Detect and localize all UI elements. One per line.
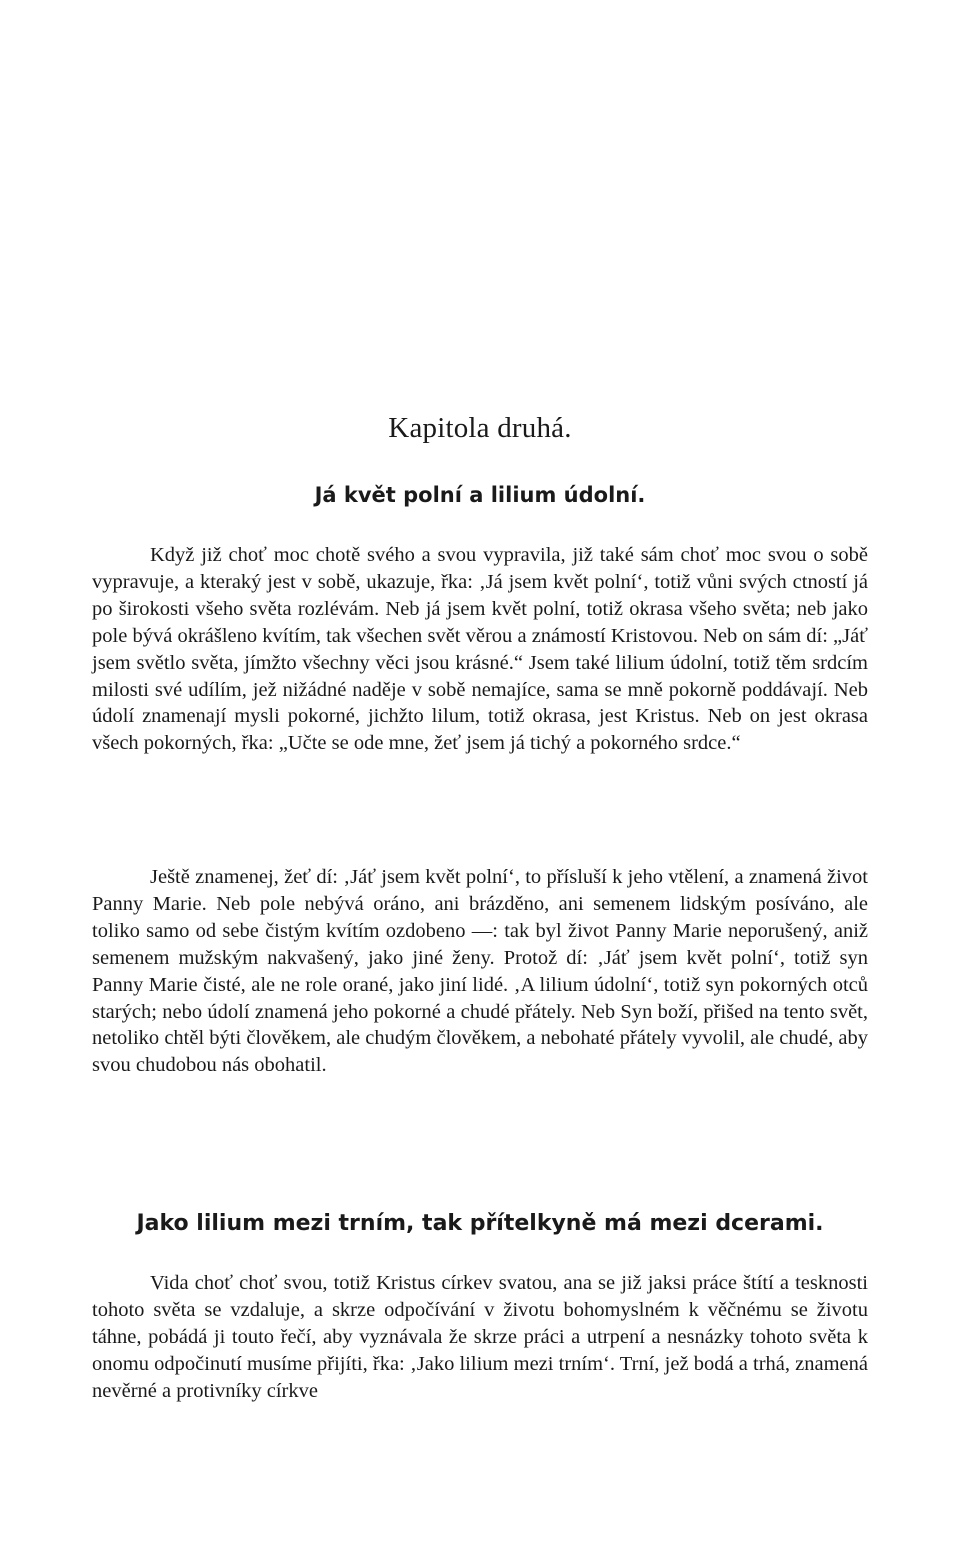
section-heading-1: Já květ polní a lilium údolní. — [314, 483, 646, 507]
paragraph-1: Když již choť moc chotě svého a svou vypravila, již také sám choť moc svou o sobě vypravuje, a kteraký jest v sobě, ukazuje, řka: ‚Já jsem květ polní‘, totiž vůni svých ctností já po širokosti všeho světa rozlévám. Neb já jsem květ polní, totiž okrasa všeho světa; neb jako pole bývá okrášleno kvítím, tak všechen svět věrou a známostí Kristovou. Neb on sám dí: „Jáť jsem světlo světa, jímžto všechny věci jsou krásné.“ Jsem také lilium údolní, totiž těm srdcím milosti své udílím, jež nižádné naděje v sobě nemajíce, sama se mně pokorně poddávají. Neb údolí znamenají mysli pokorné, jichžto lilum, totiž okrasa, jest Kristus. Neb on jest okrasa všech pokorných, řka: „Učte se ode mne, žeť jsem já tichý a pokorného srdce.“ — [92, 544, 868, 755]
paragraph-3: Vida choť choť svou, totiž Kristus církev svatou, ana se již jaksi práce štítí a tesknosti tohoto světa se vzdaluje, a skrze odpočívání v životu bohomyslném k věčnému se životu táhne, pobádá ji touto řečí, aby vyznávala že skrze práci a utrpení a nesnázky tohoto světa k onomu odpočinutí musíme přijíti, řka: ‚Jako lilium mezi trním‘. Trní, jež bodá a trhá, znamená nevěrné a protivníky církve — [92, 1272, 868, 1402]
paragraph-2: Ještě znamenej, žeť dí: ‚Jáť jsem květ polní‘, to přísluší k jeho vtělení, a znamená život Panny Marie. Neb pole nebývá oráno, ani brázděno, ani semenem lidským posíváno, ale toliko samo od sebe čistým kvítím ozdobeno —: tak byl život Panny Marie neporušený, aniž semenem mužským nakvašený, jako jiné ženy. Protož dí: ‚Jáť jsem květ polní‘, totiž syn Panny Marie čisté, ale ne role orané, jako jiní lidé. ‚A lilium údolní‘, totiž syn pokorných otců starých; nebo údolí znamená jeho pokorné a chudé přátely. Neb Syn boží, přišed na tento svět, netoliko chtěl býti člověkem, ale chudým člověkem, a nebohaté přátely vyvolil, ale chudé, aby svou chudobou nás obohatil. — [92, 866, 868, 1077]
chapter-title: Kapitola druhá. — [388, 412, 572, 444]
section-heading-2: Jako lilium mezi trním, tak přítelkyně má mezi dcerami. — [136, 1211, 824, 1236]
